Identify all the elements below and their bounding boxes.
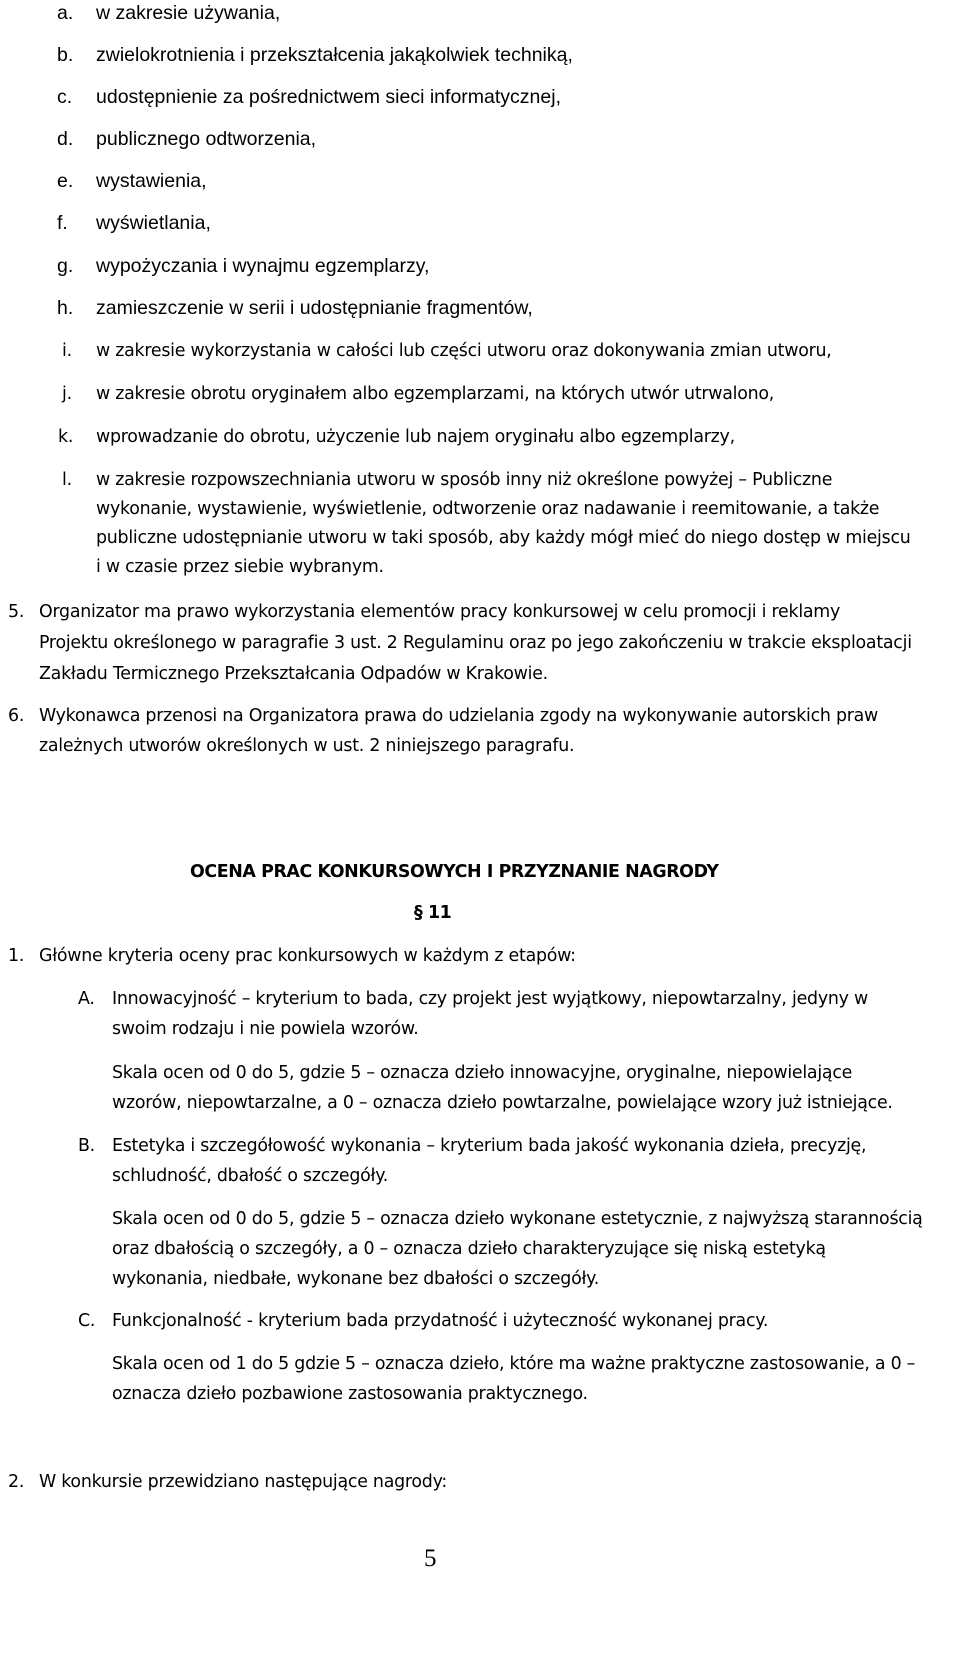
list-marker: e. <box>57 170 74 192</box>
list-item-text: publiczne udostępnianie utworu w taki sposób, aby każdy mógł mieć do niego dostęp w miejscu <box>96 528 911 548</box>
paragraph-line: zależnych utworów określonych w ust. 2 niniejszego paragrafu. <box>39 736 575 756</box>
paragraph-line: Projektu określonego w paragrafie 3 ust. 2 Regulaminu oraz po jego zakończeniu w trakcie eksploatacji <box>39 633 912 653</box>
list-marker: l. <box>62 470 72 490</box>
list-item-text: wykonanie, wystawienie, wyświetlenie, odtworzenie oraz nadawanie i reemitowanie, a także <box>96 499 880 519</box>
criterion-marker: A. <box>78 989 95 1009</box>
criterion-text: Innowacyjność – kryterium to bada, czy projekt jest wyjątkowy, niepowtarzalny, jedyny w <box>112 989 868 1009</box>
criterion-marker: B. <box>78 1136 95 1156</box>
list-item-text: udostępnienie za pośrednictwem sieci informatycznej, <box>96 86 561 108</box>
criterion-marker: C. <box>78 1311 96 1331</box>
list-marker: f. <box>57 212 68 234</box>
list-marker: 5. <box>8 602 25 622</box>
criterion-scale: Skala ocen od 1 do 5 gdzie 5 – oznacza dzieło, które ma ważne praktyczne zastosowanie, a 0 – <box>112 1354 916 1374</box>
criterion-scale: wykonania, niedbałe, wykonane bez dbałości o szczegóły. <box>112 1269 600 1289</box>
list-item-text: wystawienia, <box>96 170 207 192</box>
criterion-scale: oznacza dzieło pozbawione zastosowania praktycznego. <box>112 1384 588 1404</box>
list-marker: h. <box>57 297 74 319</box>
list-item-text: w zakresie wykorzystania w całości lub części utworu oraz dokonywania zmian utworu, <box>96 341 832 361</box>
prizes-intro: W konkursie przewidziano następujące nagrody: <box>39 1472 447 1492</box>
list-item-text: w zakresie używania, <box>96 2 281 24</box>
criterion-scale: Skala ocen od 0 do 5, gdzie 5 – oznacza dzieło wykonane estetycznie, z najwyższą starannością <box>112 1209 923 1229</box>
paragraph-line: Zakładu Termicznego Przekształcania Odpadów w Krakowie. <box>39 664 548 684</box>
list-item-text: w zakresie obrotu oryginałem albo egzemplarzami, na których utwór utrwalono, <box>96 384 775 404</box>
list-item-text: zamieszczenie w serii i udostępnianie fragmentów, <box>96 297 533 319</box>
list-marker: k. <box>58 427 74 447</box>
list-marker: 2. <box>8 1472 25 1492</box>
paragraph-line: Organizator ma prawo wykorzystania elementów pracy konkursowej w celu promocji i reklamy <box>39 602 841 622</box>
criterion-text: Estetyka i szczegółowość wykonania – kryterium bada jakość wykonania dzieła, precyzję, <box>112 1136 867 1156</box>
list-marker: a. <box>57 2 74 24</box>
list-marker: b. <box>57 44 74 66</box>
list-item-text: wprowadzanie do obrotu, użyczenie lub najem oryginału albo egzemplarzy, <box>96 427 735 447</box>
list-marker: j. <box>62 384 72 404</box>
list-marker: 6. <box>8 706 25 726</box>
list-marker: d. <box>57 128 74 150</box>
criterion-scale: oraz dbałością o szczegóły, a 0 – oznacza dzieło charakteryzujące się niską estetyką <box>112 1239 826 1259</box>
criterion-text: swoim rodzaju i nie powiela wzorów. <box>112 1019 419 1039</box>
list-item-text: publicznego odtworzenia, <box>96 128 317 150</box>
criterion-text: schludność, dbałość o szczegóły. <box>112 1166 389 1186</box>
page-number: 5 <box>424 1545 437 1572</box>
list-marker: i. <box>62 341 72 361</box>
paragraph-line: Wykonawca przenosi na Organizatora prawa do udzielania zgody na wykonywanie autorskich praw <box>39 706 879 726</box>
list-item-text: i w czasie przez siebie wybranym. <box>96 557 384 577</box>
list-item-text: wyświetlania, <box>96 212 211 234</box>
criteria-intro: Główne kryteria oceny prac konkursowych w każdym z etapów: <box>39 946 576 966</box>
paragraph-sign: § 11 <box>414 903 452 923</box>
criterion-scale: wzorów, niepowtarzalne, a 0 – oznacza dzieło powtarzalne, powielające wzory już istniejące. <box>112 1093 893 1113</box>
list-item-text: w zakresie rozpowszechniania utworu w sposób inny niż określone powyżej – Publiczne <box>96 470 833 490</box>
section-heading: OCENA PRAC KONKURSOWYCH I PRZYZNANIE NAGRODY <box>190 862 719 882</box>
criterion-text: Funkcjonalność - kryterium bada przydatność i użyteczność wykonanej pracy. <box>112 1311 769 1331</box>
list-marker: 1. <box>8 946 25 966</box>
criterion-scale: Skala ocen od 0 do 5, gdzie 5 – oznacza dzieło innowacyjne, oryginalne, niepowielające <box>112 1063 853 1083</box>
list-item-text: wypożyczania i wynajmu egzemplarzy, <box>96 255 430 277</box>
list-marker: g. <box>57 255 74 277</box>
list-marker: c. <box>57 86 73 108</box>
list-item-text: zwielokrotnienia i przekształcenia jakąkolwiek techniką, <box>96 44 573 66</box>
